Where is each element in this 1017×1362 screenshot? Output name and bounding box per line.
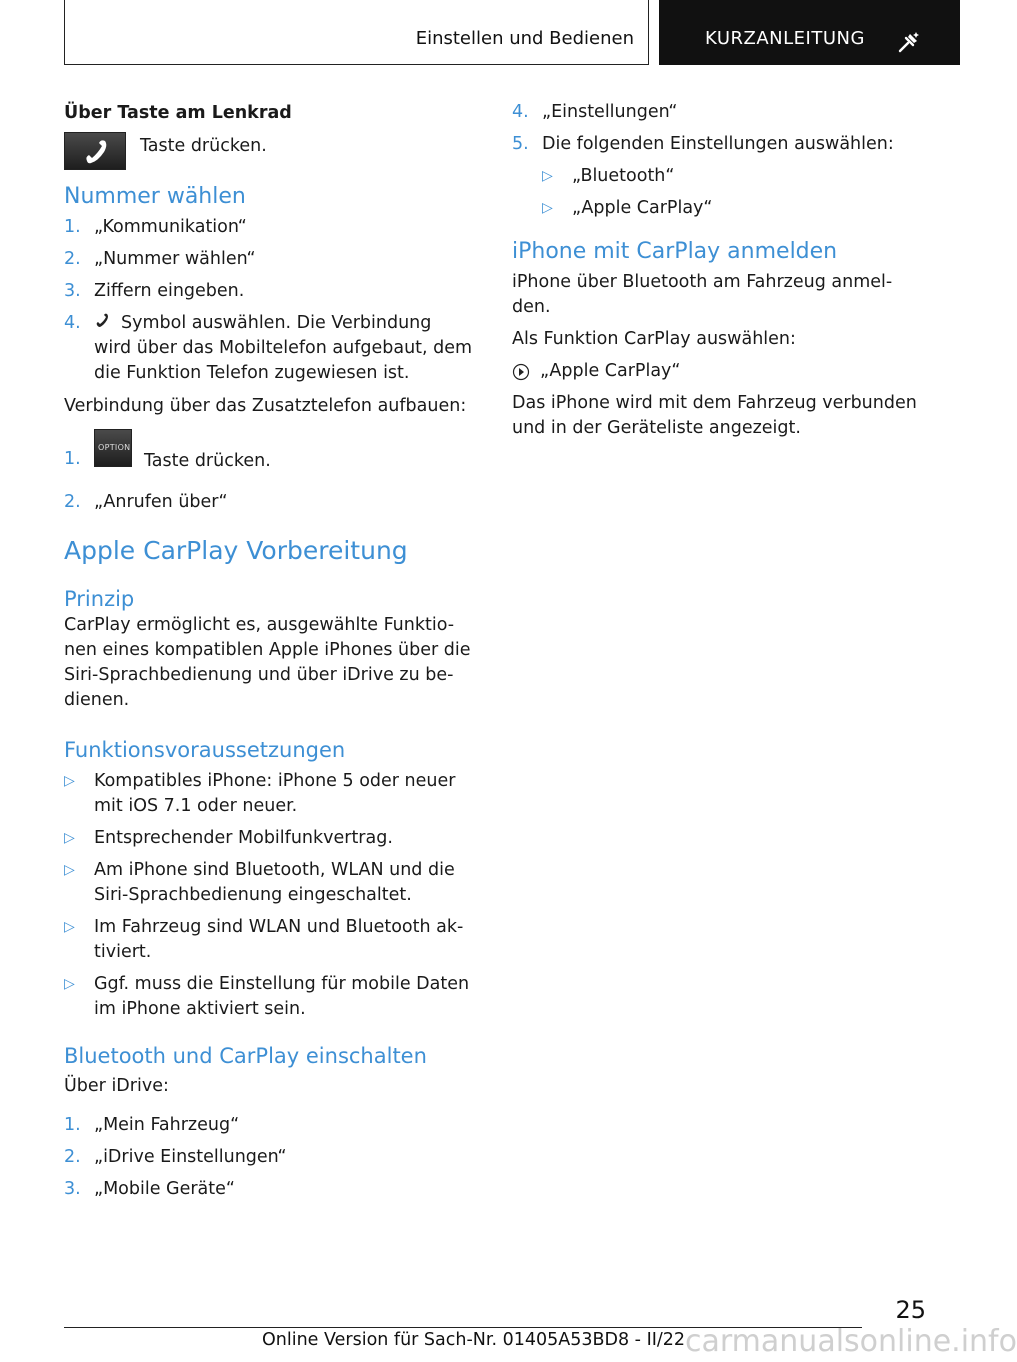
list-text: im iPhone aktiviert sein.	[94, 999, 306, 1019]
login-heading: iPhone mit CarPlay anmelden	[512, 239, 838, 264]
page-number: 25	[895, 1296, 926, 1324]
list-item	[512, 100, 932, 125]
list-number: 3.	[64, 1179, 81, 1199]
bullet-triangle-icon: ▷	[64, 919, 75, 935]
watermark: carmanualsonline.info	[685, 1324, 1017, 1359]
list-text: „Apple CarPlay“	[572, 198, 713, 218]
list-item	[64, 1177, 479, 1202]
list-item	[64, 972, 479, 1022]
bullet-triangle-icon: ▷	[64, 830, 75, 846]
list-text: „Apple CarPlay“	[540, 361, 681, 381]
list-text: Die folgenden Einstellungen auswählen:	[542, 134, 894, 154]
list-text: „Nummer wählen“	[94, 249, 256, 269]
footer-online-version: Online Version für Sach-Nr. 01405A53BD8 - II/22	[262, 1330, 686, 1350]
list-item	[64, 1113, 479, 1138]
list-text: Taste drücken.	[144, 451, 271, 471]
paragraph-line: dienen.	[64, 690, 130, 710]
list-text: Ggf. muss die Einstellung für mobile Daten	[94, 974, 470, 994]
list-text: „Einstellungen“	[542, 102, 678, 122]
list-item	[64, 826, 479, 851]
list-text: tiviert.	[94, 942, 152, 962]
header-section-title: Einstellen und Bedienen	[415, 28, 634, 49]
list-number: 2.	[64, 492, 81, 512]
header-section-box	[64, 0, 649, 65]
paragraph-line: CarPlay ermöglicht es, ausgewählte Funktio-	[64, 615, 455, 635]
list-number: 4.	[512, 102, 529, 122]
paragraph-line: den.	[512, 297, 551, 317]
sub-list-item	[542, 164, 932, 189]
option-label: OPTION	[98, 443, 131, 452]
header-chapter-title: KURZANLEITUNG	[705, 28, 865, 49]
list-number: 2.	[64, 249, 81, 269]
list-item	[64, 490, 479, 515]
controller-arrow-icon	[512, 363, 530, 381]
paragraph-line: Siri-Sprachbedienung und über iDrive zu be-	[64, 665, 454, 685]
option-button-image	[94, 429, 132, 467]
list-item	[64, 215, 479, 240]
phone-handset-icon	[94, 312, 116, 330]
phone-handset-icon	[65, 133, 127, 171]
list-item	[64, 247, 479, 272]
list-text: die Funktion Telefon zugewiesen ist.	[94, 363, 410, 383]
quick-guide-icon	[897, 30, 921, 54]
list-text: „Anrufen über“	[94, 492, 228, 512]
list-text: „Kommunikation“	[94, 217, 247, 237]
list-number: 4.	[64, 313, 81, 333]
list-text: mit iOS 7.1 oder neuer.	[94, 796, 298, 816]
left-column	[64, 100, 479, 1209]
right-column	[512, 100, 932, 441]
list-number: 1.	[64, 449, 81, 469]
list-number: 2.	[64, 1147, 81, 1167]
steering-step	[64, 132, 479, 176]
requirements-heading: Funktionsvoraussetzungen	[64, 738, 346, 762]
list-text: Kompatibles iPhone: iPhone 5 oder neuer	[94, 771, 456, 791]
carplay-heading: Apple CarPlay Vorbereitung	[64, 536, 408, 565]
bluetooth-text: Über iDrive:	[64, 1076, 169, 1096]
extra-phone-text: Verbindung über das Zusatztelefon aufbauen:	[64, 396, 467, 416]
list-number: 3.	[64, 281, 81, 301]
list-text: Am iPhone sind Bluetooth, WLAN und die	[94, 860, 455, 880]
list-text: Ziffern eingeben.	[94, 281, 245, 301]
paragraph-line: Das iPhone wird mit dem Fahrzeug verbunden	[512, 393, 917, 413]
bluetooth-heading: Bluetooth und CarPlay einschalten	[64, 1044, 427, 1068]
principle-heading: Prinzip	[64, 587, 135, 611]
list-item	[64, 915, 479, 965]
list-text: „Mein Fahrzeug“	[94, 1115, 240, 1135]
list-item	[64, 1145, 479, 1170]
select-item	[512, 359, 932, 384]
list-text: Entsprechender Mobilfunkvertrag.	[94, 828, 393, 848]
bullet-triangle-icon: ▷	[542, 200, 553, 216]
sub-list-item	[542, 196, 932, 221]
list-item	[512, 132, 932, 157]
bullet-triangle-icon: ▷	[542, 168, 553, 184]
list-text: „Bluetooth“	[572, 166, 675, 186]
list-item	[64, 433, 479, 475]
paragraph-line: iPhone über Bluetooth am Fahrzeug anmel-	[512, 272, 893, 292]
principle-paragraph	[64, 613, 479, 713]
list-item	[64, 769, 479, 819]
list-number: 1.	[64, 217, 81, 237]
header-chapter-box	[659, 0, 960, 65]
login-paragraph	[512, 270, 932, 320]
select-text: Als Funktion CarPlay auswählen:	[512, 329, 796, 349]
steering-text: Taste drücken.	[140, 136, 267, 156]
list-text: Symbol auswählen. Die Verbindung	[121, 313, 432, 333]
list-item	[64, 311, 479, 386]
steering-heading: Über Taste am Lenkrad	[64, 103, 292, 123]
bullet-triangle-icon: ▷	[64, 976, 75, 992]
result-paragraph	[512, 391, 932, 441]
bullet-triangle-icon: ▷	[64, 773, 75, 789]
list-item	[64, 279, 479, 304]
list-text: „iDrive Einstellungen“	[94, 1147, 287, 1167]
list-number: 1.	[64, 1115, 81, 1135]
list-text: Im Fahrzeug sind WLAN und Bluetooth ak-	[94, 917, 464, 937]
list-text: „Mobile Geräte“	[94, 1179, 235, 1199]
list-text: wird über das Mobiltelefon aufgebaut, dem	[94, 338, 473, 358]
dial-heading: Nummer wählen	[64, 184, 246, 209]
phone-button-image	[64, 132, 126, 170]
list-text: Siri-Sprachbedienung eingeschaltet.	[94, 885, 412, 905]
paragraph-line: und in der Geräteliste angezeigt.	[512, 418, 801, 438]
list-item	[64, 858, 479, 908]
paragraph-line: nen eines kompatiblen Apple iPhones über die	[64, 640, 471, 660]
list-number: 5.	[512, 134, 529, 154]
bullet-triangle-icon: ▷	[64, 862, 75, 878]
